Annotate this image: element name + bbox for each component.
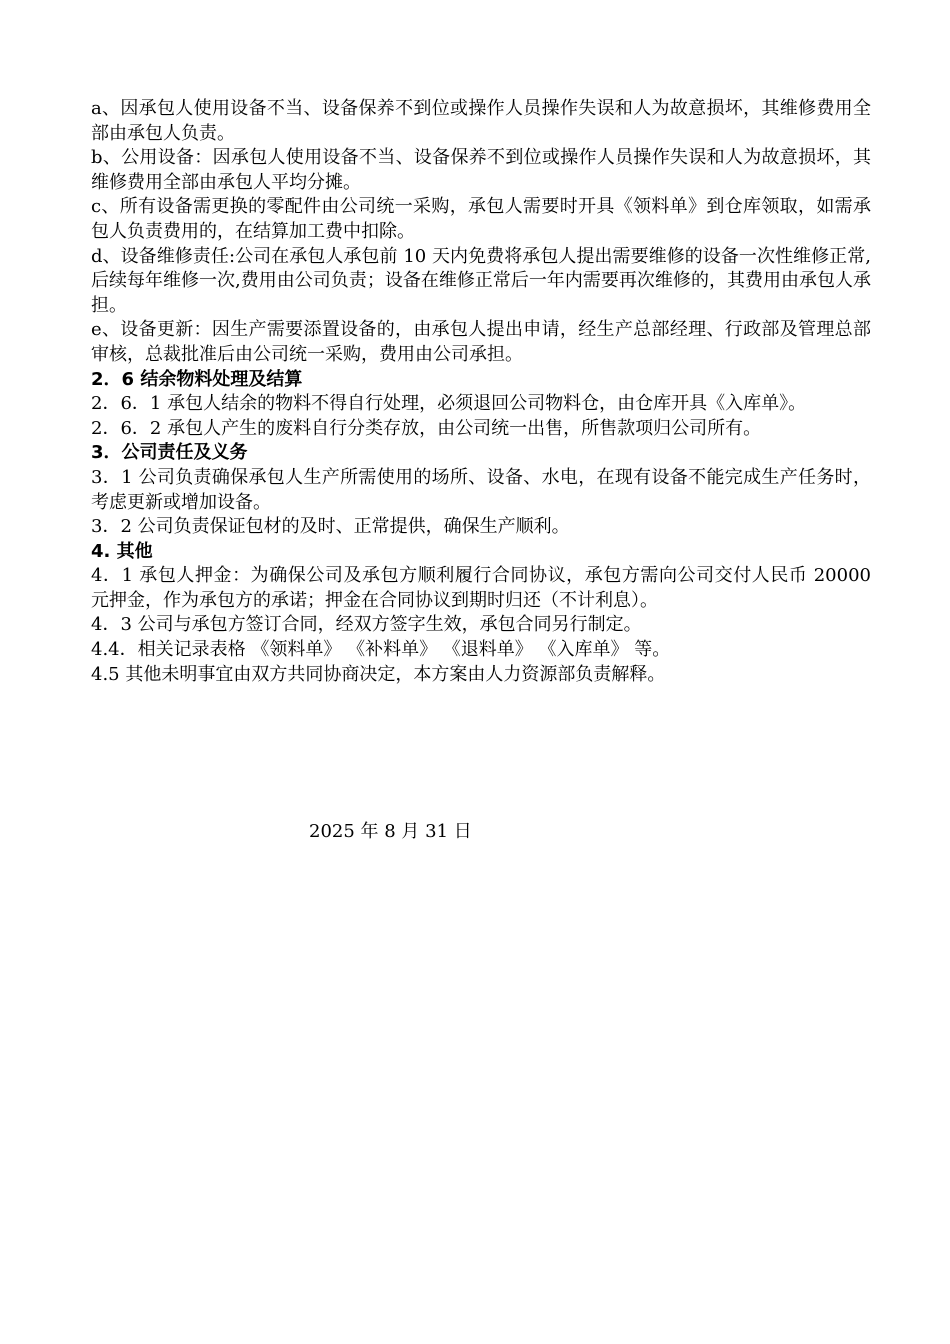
clause-3-2: 3．2 公司负责保证包材的及时、正常提供，确保生产顺利。 [91, 516, 570, 538]
clause-b: b、公用设备：因承包人使用设备不当、设备保养不到位或操作人员操作失误和人为故意损坏，其维修费用全部由承包人平均分摊。 [91, 147, 871, 193]
clause-4-4: 4.4．相关记录表格 《领料单》 《补料单》 《退料单》 《入库单》 等。 [91, 639, 671, 661]
clause-c: c、所有设备需更换的零配件由公司统一采购，承包人需要时开具《领料单》到仓库领取，如需承包人负责费用的，在结算加工费中扣除。 [91, 196, 871, 242]
document-date: 2025 年 8 月 31 日 [309, 821, 472, 842]
clause-3-1: 3．1 公司负责确保承包人生产所需使用的场所、设备、水电，在现有设备不能完成生产任务时，考虑更新或增加设备。 [91, 466, 871, 513]
clause-4-3: 4．3 公司与承包方签订合同，经双方签字生效，承包合同另行制定。 [91, 614, 642, 636]
clause-2-6-1: 2．6．1 承包人结余的物料不得自行处理，必须退回公司物料仓，由仓库开具《入库单》。 [91, 393, 807, 415]
section-heading-3: 3．公司责任及义务 [91, 442, 248, 464]
clause-e: e、设备更新：因生产需要添置设备的，由承包人提出申请，经生产总部经理、行政部及管理总部审核，总裁批准后由公司统一采购，费用由公司承担。 [91, 319, 871, 365]
clause-a: a、因承包人使用设备不当、设备保养不到位或操作人员操作失误和人为故意损坏，其维修费用全部由承包人负责。 [91, 98, 871, 144]
section-heading-4: 4. 其他 [91, 540, 153, 562]
document-body [91, 97, 871, 687]
clause-4-1: 4．1 承包人押金：为确保公司及承包方顺利履行合同协议，承包方需向公司交付人民币 20000 元押金，作为承包方的承诺；押金在合同协议到期时归还（不计利息）。 [91, 565, 871, 611]
clause-2-6-2: 2．6．2 承包人产生的废料自行分类存放，由公司统一出售，所售款项归公司所有。 [91, 417, 762, 439]
section-heading-2-6: 2．6 结余物料处理及结算 [91, 368, 303, 390]
clause-d: d、设备维修责任:公司在承包人承包前 10 天内免费将承包人提出需要维修的设备一次性维修正常,后续每年维修一次,费用由公司负责；设备在维修正常后一年内需要再次维修的，其费用由承包人承担。 [91, 245, 871, 316]
clause-4-5: 4.5 其他未明事宜由双方共同协商决定，本方案由人力资源部负责解释。 [91, 663, 666, 685]
